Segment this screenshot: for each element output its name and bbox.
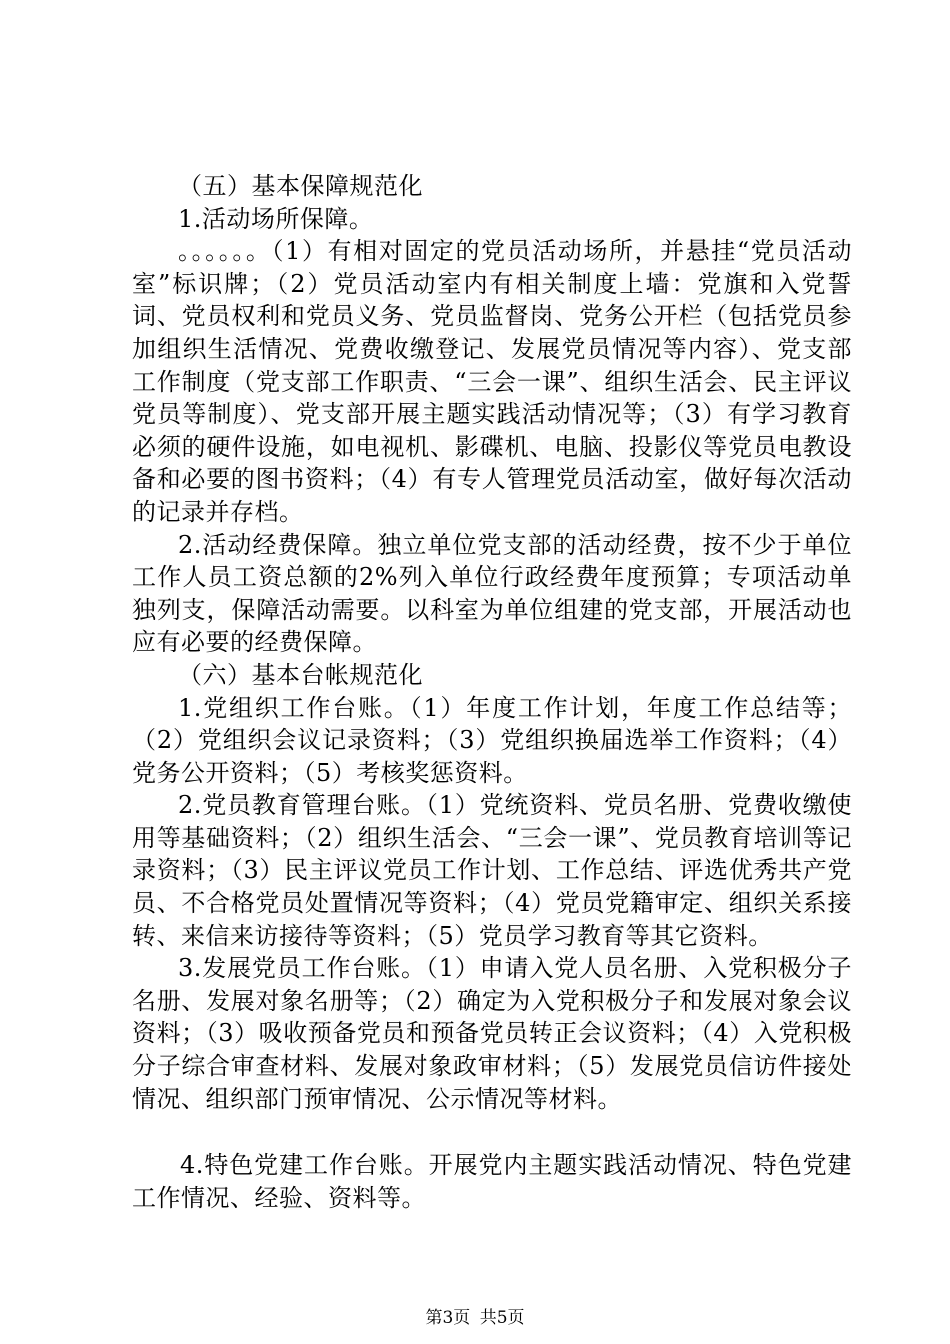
paragraph-activity-venue-details: 。。。。。。（1）有相对固定的党员活动场所，并悬挂“党员活动室”标识牌；（2）党员活动室内有相关制度上墙：党旗和入党誓词、党员权利和党员义务、党员监督岗、党务公开栏（包括党员参加组织生活情况、党费收缴登记、发展党员情况等内容）、党支部工作制度（党支部工作职责、“三会一课”、组织生活会、民主评议党员等制度）、党支部开展主题实践活动情况等；（3）有学习教育必须的硬件设施，如电视机、影碟机、电脑、投影仪等党员电教设备和必要的图书资料；（4）有专人管理党员活动室，做好每次活动的记录并存档。	[132, 237, 852, 526]
page-footer	[0, 1303, 950, 1328]
paragraph-member-education-ledger: 2.党员教育管理台账。（1）党统资料、党员名册、党费收缴使用等基础资料；（2）组织生活会、“三会一课”、党员教育培训等记录资料；（3）民主评议党员工作计划、工作总结、评选优秀共产党员、不合格党员处置情况等资料；（4）党员党籍审定、组织关系接转、来信来访接待等资料；（5）党员学习教育等其它资料。	[132, 791, 852, 950]
paragraph-special-party-ledger: 4.特色党建工作台账。开展党内主题实践活动情况、特色党建工作情况、经验、资料等。	[132, 1151, 852, 1212]
paragraph-activity-venue-title: 1.活动场所保障。	[178, 204, 374, 233]
document-body	[132, 170, 852, 1214]
page-total: 共5页	[479, 1308, 525, 1328]
section-heading-basic-ledger: （六）基本台帐规范化	[178, 660, 423, 689]
paragraph-activity-funding: 2.活动经费保障。独立单位党支部的活动经费，按不少于单位工作人员工资总额的2%列入单位行政经费年度预算；专项活动单独列支，保障活动需要。以科室为单位组建的党支部，开展活动也应有必要的经费保障。	[132, 530, 852, 657]
paragraph-gap	[132, 1115, 852, 1149]
section-heading-basic-guarantee: （五）基本保障规范化	[178, 172, 423, 200]
page-number: 第3页	[425, 1308, 471, 1328]
paragraph-org-work-ledger: 1.党组织工作台账。（1）年度工作计划，年度工作总结等；（2）党组织会议记录资料；（3）党组织换届选举工作资料；（4）党务公开资料；（5）考核奖惩资料。	[132, 693, 852, 787]
paragraph-member-development-ledger: 3.发展党员工作台账。（1）申请入党人员名册、入党积极分子名册、发展对象名册等；（2）确定为入党积极分子和发展对象会议资料；（3）吸收预备党员和预备党员转正会议资料；（4）入党积极分子综合审查材料、发展对象政审材料；（5）发展党员信访件接处情况、组织部门预审情况、公示情况等材料。	[132, 954, 852, 1113]
